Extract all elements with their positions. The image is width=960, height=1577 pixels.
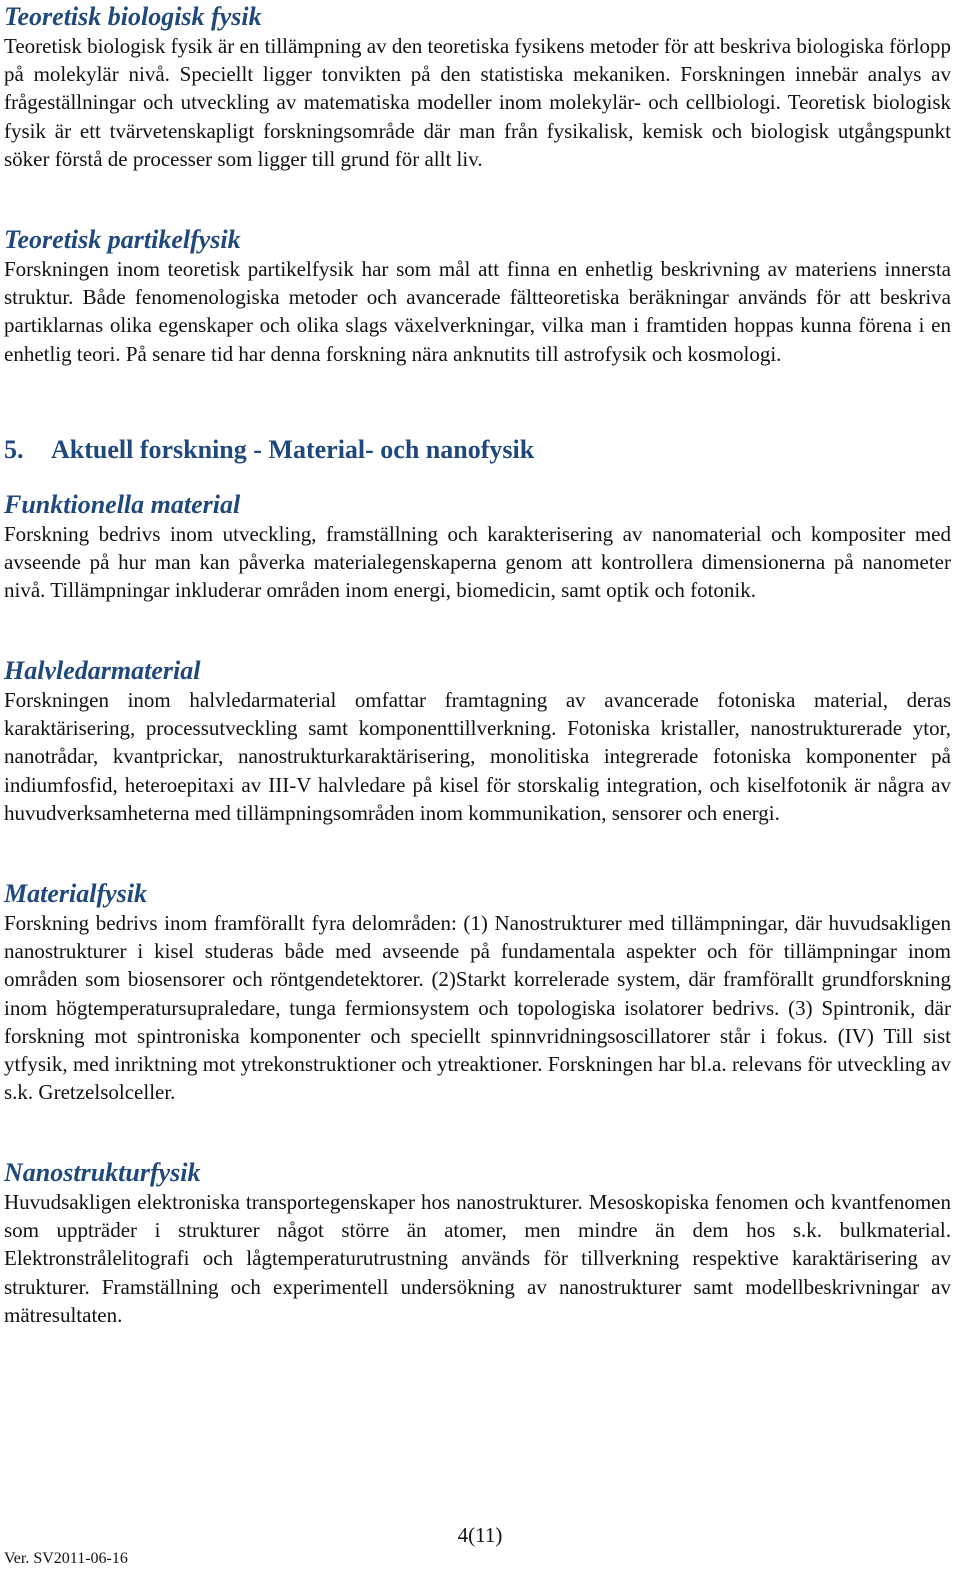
section-teoretisk-biologisk-fysik [4,2,951,173]
section-funktionella-material [4,490,951,605]
section-heading: Teoretisk partikelfysik [4,225,241,254]
section-heading: Materialfysik [4,879,147,908]
section-materialfysik [4,879,951,1106]
section-body: Huvudsakligen elektroniska transportegenskaper hos nanostrukturer. Mesoskopiska fenomen och kvantfenomen som uppträder i strukturer något större än atomer, men mindre än dem hos s.k. bulkmaterial. Elektronstrålelitografi och lågtemperaturutrustning används för tillverkning respektive karaktärisering av strukturer. Framställning och experimentell undersökning av nanostrukturer samt modellbeskrivningar av mätresultaten. [4,1190,951,1327]
section-heading: Teoretisk biologisk fysik [4,2,262,31]
chapter-title: Aktuell forskning - Material- och nanofysik [51,435,535,464]
section-heading: Nanostrukturfysik [4,1158,201,1187]
section-nanostrukturfysik [4,1158,951,1329]
section-body: Forskningen inom halvledarmaterial omfattar framtagning av avancerade fotoniska material, deras karaktärisering, processutveckling samt komponenttillverkning. Fotoniska kristaller, nanostrukturerade ytor, nanotrådar, kvantprickar, nanostrukturkaraktärisering, monolitiska integrerade fotoniska komponenter på indiumfosfid, heteroepitaxi av III-V halvledare på kisel för storskalig integration, och kiselfotonik är några av huvudverksamheterna med tillämpningsområden inom kommunikation, sensorer och energi. [4,688,951,825]
section-heading: Halvledarmaterial [4,656,201,685]
chapter-number: 5. [4,435,24,464]
section-halvledarmaterial [4,656,951,827]
page-number: 4(11) [457,1523,503,1547]
section-heading: Funktionella material [4,490,241,519]
section-body: Forskningen inom teoretisk partikelfysik har som mål att finna en enhetlig beskrivning av materiens innersta struktur. Både fenomenologiska metoder och avancerade fältteoretiska beräkningar används för att beskriva partiklarnas olika egenskaper och olika slags växelverkningar, vilka man i framtiden hoppas kunna förena i en enhetlig teori. På senare tid har denna forskning nära anknutits till astrofysik och kosmologi. [4,257,951,366]
section-body: Teoretisk biologisk fysik är en tillämpning av den teoretiska fysikens metoder för att beskriva biologiska förlopp på molekylär nivå. Speciellt ligger tonvikten på den statistiska mekaniken. Forskningen innebär analys av frågeställningar och utveckling av matematiska modeller inom molekylär- och cellbiologi. Teoretisk biologisk fysik är ett tvärvetenskapligt forskningsområde där man från fysikalisk, kemisk och biologisk utgångspunkt söker förstå de processer som ligger till grund för allt liv. [4,34,951,171]
version-label: Ver. SV2011-06-16 [4,1550,128,1567]
section-body: Forskning bedrivs inom framförallt fyra delområden: (1) Nanostrukturer med tillämpningar, där huvudsakligen nanostrukturer i kisel studeras både med avseende på fundamentala aspekter och för tillämpningar inom områden som biosensorer och röntgendetektorer. (2)Starkt korrelerade system, där framförallt grundforskning inom högtemperatursupraledare, tunga fermionsystem och topologiska isolatorer bedrivs. (3) Spintronik, där forskning mot spintroniska komponenter och speciellt spinnvridningsoscillatorer står i fokus. (IV) Till sist ytfysik, med inriktning mot ytrekonstruktioner och ytreaktioner. Forskningen har bl.a. relevans för utveckling av s.k. Gretzelsolceller. [4,911,951,1105]
section-body: Forskning bedrivs inom utveckling, framställning och karakterisering av nanomaterial och kompositer med avseende på hur man kan påverka materialegenskaperna genom att kontrollera dimensionerna på nanometer nivå. Tillämpningar inkluderar områden inom energi, biomedicin, samt optik och fotonik. [4,522,951,603]
chapter-heading [4,435,951,465]
section-teoretisk-partikelfysik [4,225,951,368]
